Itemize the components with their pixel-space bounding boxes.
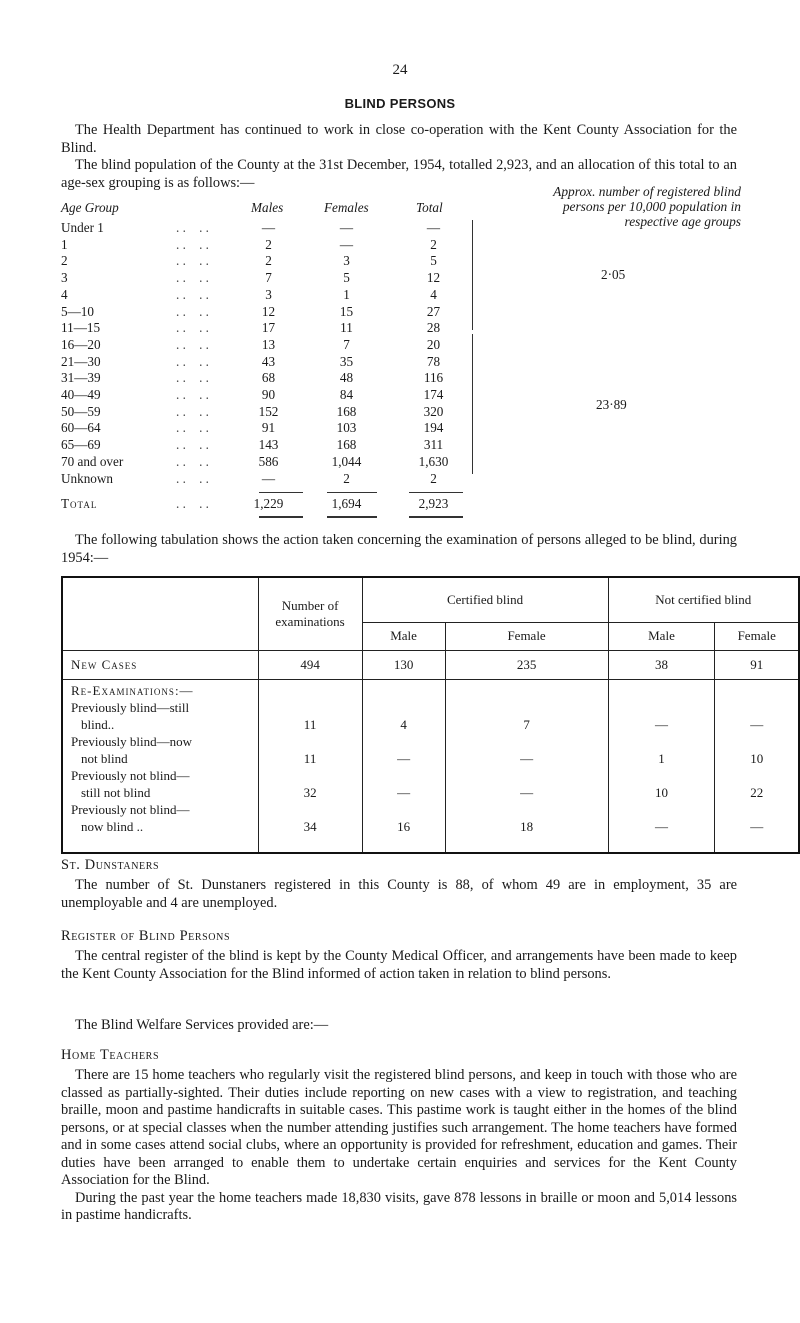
- reexam-label-line2: still not blind: [81, 784, 151, 800]
- leader-dots: . . . .: [176, 270, 209, 286]
- reexam-title: Re-Examinations:—: [71, 682, 194, 698]
- reexam-label-line1: Previously not blind—: [71, 767, 190, 783]
- reexam-label-line2: now blind ..: [81, 818, 144, 834]
- reexam-value: —: [520, 784, 534, 800]
- spacer: [609, 680, 715, 716]
- females-cell: 11: [340, 320, 353, 336]
- reexam-value: 18: [520, 818, 534, 834]
- reexam-label-line2: not blind: [81, 750, 128, 766]
- total-males: 1,229: [253, 496, 284, 511]
- total-cell: 116: [423, 370, 444, 386]
- new-cases-cert-male: 130: [362, 650, 445, 679]
- total-cell: 5: [430, 253, 437, 269]
- certified-header: Certified blind: [362, 577, 608, 622]
- reexam-label-line1: Previously blind—now: [71, 733, 192, 749]
- males-rule: [259, 492, 303, 493]
- new-cases-label: New Cases: [62, 650, 258, 679]
- reexam-value: —: [750, 716, 764, 732]
- age-cell: 16—20: [61, 336, 101, 352]
- total-cell: 2: [430, 470, 437, 486]
- males-cell: —: [261, 220, 276, 235]
- reexam-value: 10: [654, 784, 668, 800]
- males-double-rule: [259, 516, 303, 518]
- leader-dots: . . . .: [176, 387, 209, 402]
- certified-male-header: Male: [362, 622, 445, 650]
- age-row: [61, 404, 741, 420]
- males-cell: 43: [261, 353, 276, 369]
- males-cell: 3: [265, 286, 272, 302]
- total-cell: 20: [426, 336, 441, 352]
- approx-header-line-1: Approx. number of registered blind: [553, 184, 741, 199]
- age-cell: 2: [61, 253, 68, 269]
- reexam-value: 4: [400, 716, 407, 732]
- not-certified-header: Not certified blind: [608, 577, 799, 622]
- total-double-rule: [409, 516, 463, 518]
- new-cases-not-female: 91: [715, 650, 799, 679]
- page-number: 24: [392, 62, 408, 78]
- services-intro-text: The Blind Welfare Services provided are:—: [75, 1017, 329, 1033]
- intro-text: [61, 122, 737, 192]
- brace-young: [466, 220, 473, 330]
- dunstaners-title: St. Dunstaners: [61, 857, 160, 873]
- reexam-value: —: [397, 784, 411, 800]
- females-cell: 103: [336, 420, 357, 436]
- intro-paragraph-2: The blind population of the County at the 31st December, 1954, totalled 2,923, and an allocation of this total to an age-sex grouping is as follows:—: [61, 157, 737, 191]
- males-cell: 90: [261, 387, 276, 402]
- spacer: [715, 680, 798, 716]
- spacer: [363, 680, 445, 716]
- age-sex-table: [61, 184, 741, 524]
- females-cell: —: [339, 236, 354, 252]
- approx-header-line-3: respective age groups: [624, 214, 741, 229]
- leader-dots: . . . .: [176, 370, 209, 386]
- males-cell: 68: [261, 370, 276, 386]
- age-cell: 5—10: [61, 303, 94, 319]
- home-teachers-paragraph-1: There are 15 home teachers who regularly visit the registered blind persons, and keep in touch with those who are classed as partially-sighted. Their duties include reporting on new cases with a view to registration, and teaching braille, moon and pastime handicrafts in suitable cases. This pastime work is taught either in the homes of the blind persons, or at special classes when the number attending justifies such arrangement. The home teachers have formed and in some cases attend social clubs, where an opportunity is provided for refreshment, education and games. Their duties have been arranged to enable them to undertake certain enquiries and services for the Kent County Association for the Blind.: [61, 1067, 737, 1188]
- reexam-value: 34: [303, 818, 317, 834]
- males-cell: —: [261, 470, 276, 486]
- reexam-value: —: [654, 716, 668, 732]
- males-cell: 152: [258, 403, 279, 419]
- new-cases-row: [62, 650, 799, 679]
- reexam-labels: [62, 679, 258, 853]
- females-cell: 84: [339, 387, 354, 402]
- total-header: Total: [416, 200, 443, 215]
- leader-dots: . . . .: [176, 320, 209, 336]
- rate-adult: 23·89: [596, 397, 627, 412]
- age-cell: 11—15: [61, 320, 101, 336]
- reexam-value: —: [750, 818, 764, 834]
- reexam-row: [62, 679, 799, 853]
- reexam-cert-female-col: [445, 679, 608, 853]
- total-total: 2,923: [418, 496, 449, 511]
- age-cell: 4: [61, 286, 68, 302]
- reexam-value: —: [397, 750, 411, 766]
- leader-dots: . . . .: [176, 236, 209, 252]
- leader-dots: . . . .: [176, 303, 209, 319]
- leader-dots: . . . .: [176, 403, 209, 419]
- females-cell: 7: [343, 336, 350, 352]
- dunstaners-paragraph: The number of St. Dunstaners registered in this County is 88, of whom 49 are in employment, 35 are unemployable and 4 are unemployed.: [61, 877, 737, 911]
- males-cell: 17: [261, 320, 276, 336]
- males-cell: 12: [261, 303, 276, 319]
- age-cell: 3: [61, 270, 68, 286]
- age-cell: Under 1: [61, 220, 104, 235]
- reexam-value: —: [654, 818, 668, 834]
- leader-dots: . . . .: [176, 253, 209, 269]
- intro-paragraph-1: The Health Department has continued to work in close co-operation with the Kent County Association for the Blind.: [61, 122, 737, 156]
- males-cell: 2: [265, 253, 272, 269]
- age-row: [61, 387, 741, 403]
- age-row: [61, 337, 741, 353]
- females-cell: 168: [336, 403, 357, 419]
- reexam-value: 7: [523, 716, 530, 732]
- females-cell: 48: [339, 370, 354, 386]
- header-row-1: [62, 577, 799, 622]
- age-row: [61, 454, 741, 470]
- total-cell: 28: [426, 320, 441, 336]
- new-cases-not-male: 38: [608, 650, 715, 679]
- register-text: [61, 948, 737, 983]
- total-cell: 2: [430, 236, 437, 252]
- age-row: [61, 437, 741, 453]
- total-cell: 78: [426, 353, 441, 369]
- age-cell: 31—39: [61, 370, 101, 386]
- spacer: [446, 680, 608, 716]
- approx-header-line-2: persons per 10,000 population in: [562, 199, 741, 214]
- total-cell: 27: [426, 303, 441, 319]
- total-cell: 1,630: [418, 453, 449, 469]
- age-row: [61, 220, 741, 236]
- age-row: [61, 471, 741, 487]
- age-group-header: Age Group: [61, 200, 119, 215]
- age-row: [61, 370, 741, 386]
- age-cell: 65—69: [61, 437, 101, 453]
- total-cell: 174: [423, 387, 444, 402]
- males-cell: 7: [265, 270, 272, 286]
- number-header: Number of examinations: [258, 577, 362, 650]
- females-cell: 15: [339, 303, 354, 319]
- reexam-value: 11: [303, 716, 317, 732]
- blank-header: [62, 577, 258, 650]
- brace-adult: [466, 334, 473, 474]
- total-rule: [409, 492, 463, 493]
- females-cell: 5: [343, 270, 350, 286]
- leader-dots: . . . .: [176, 353, 209, 369]
- rate-young: 2·05: [601, 267, 626, 282]
- leader-dots: . . . .: [176, 286, 209, 302]
- females-cell: 1: [343, 286, 350, 302]
- males-cell: 2: [265, 236, 272, 252]
- reexam-not-male-col: [608, 679, 715, 853]
- leader-dots: . . . .: [176, 336, 209, 352]
- age-row: [61, 253, 741, 269]
- total-cell: 4: [430, 286, 437, 302]
- age-cell: Unknown: [61, 470, 114, 486]
- leader-dots: . . . .: [176, 420, 209, 436]
- age-row: [61, 237, 741, 253]
- males-cell: 13: [261, 336, 276, 352]
- age-cell: 60—64: [61, 420, 101, 436]
- page-title: BLIND PERSONS: [344, 96, 456, 111]
- home-teachers-title: Home Teachers: [61, 1047, 160, 1063]
- total-label: Total: [61, 496, 98, 511]
- total-cell: 12: [426, 270, 441, 286]
- reexam-cert-male-col: [362, 679, 445, 853]
- reexam-value: 1: [658, 750, 665, 766]
- total-cell: 194: [423, 420, 444, 436]
- age-cell: 40—49: [61, 387, 101, 402]
- females-cell: 35: [339, 353, 354, 369]
- reexam-value: 16: [397, 818, 411, 834]
- females-cell: —: [339, 220, 354, 235]
- leader-dots: . . . .: [176, 453, 209, 469]
- total-cell: 311: [423, 437, 444, 453]
- total-cell: 320: [423, 403, 444, 419]
- leader-dots: . . . .: [176, 220, 209, 235]
- spacer: [259, 680, 362, 716]
- females-rule: [327, 492, 377, 493]
- register-title: Register of Blind Persons: [61, 928, 231, 944]
- reexam-value: 32: [303, 784, 317, 800]
- reexam-label-line1: Previously not blind—: [71, 801, 190, 817]
- not-certified-female-header: Female: [715, 622, 799, 650]
- leader-dots: . . . .: [176, 437, 209, 453]
- reexam-value: 11: [303, 750, 317, 766]
- total-females: 1,694: [331, 496, 362, 511]
- males-cell: 91: [261, 420, 276, 436]
- age-row: [61, 354, 741, 370]
- services-intro: [61, 1017, 737, 1035]
- females-cell: 1,044: [331, 453, 362, 469]
- age-cell: 70 and over: [61, 453, 124, 469]
- not-certified-male-header: Male: [608, 622, 715, 650]
- males-header: Males: [251, 200, 284, 215]
- reexam-value: —: [520, 750, 534, 766]
- males-cell: 143: [258, 437, 279, 453]
- total-row: [61, 496, 741, 512]
- age-cell: 1: [61, 236, 68, 252]
- reexam-value: 22: [750, 784, 764, 800]
- age-cell: 21—30: [61, 353, 101, 369]
- females-cell: 3: [343, 253, 350, 269]
- reexam-not-female-col: [715, 679, 799, 853]
- age-cell: 50—59: [61, 403, 101, 419]
- age-row: [61, 320, 741, 336]
- reexam-number-col: [258, 679, 362, 853]
- dunstaners-text: [61, 877, 737, 912]
- examination-table: [61, 576, 800, 854]
- tabulation-intro-text: The following tabulation shows the action taken concerning the examination of persons alleged to be blind, during 1954:—: [61, 532, 737, 566]
- age-row: [61, 287, 741, 303]
- females-header: Females: [324, 200, 369, 215]
- females-cell: 2: [343, 470, 350, 486]
- certified-female-header: Female: [445, 622, 608, 650]
- register-paragraph: The central register of the blind is kept by the County Medical Officer, and arrangements have been made to keep the Kent County Association for the Blind informed of action taken in relation to blind persons.: [61, 948, 737, 982]
- tabulation-intro: [61, 532, 737, 567]
- home-teachers-text: [61, 1067, 737, 1225]
- new-cases-cert-female: 235: [445, 650, 608, 679]
- leader-dots: . . . .: [176, 470, 209, 486]
- home-teachers-paragraph-2: During the past year the home teachers made 18,830 visits, gave 878 lessons in braille or moon and 5,014 lessons in pastime handicrafts.: [61, 1189, 737, 1223]
- new-cases-number: 494: [258, 650, 362, 679]
- reexam-label-line1: Previously blind—still: [71, 699, 190, 715]
- age-row: [61, 270, 741, 286]
- age-row: [61, 420, 741, 436]
- reexam-label-line2: blind..: [81, 716, 115, 732]
- males-cell: 586: [258, 453, 279, 469]
- total-cell: —: [426, 220, 441, 235]
- females-cell: 168: [336, 437, 357, 453]
- leader-dots: . . . .: [176, 496, 209, 511]
- age-row: [61, 304, 741, 320]
- females-double-rule: [327, 516, 377, 518]
- reexam-value: 10: [750, 750, 764, 766]
